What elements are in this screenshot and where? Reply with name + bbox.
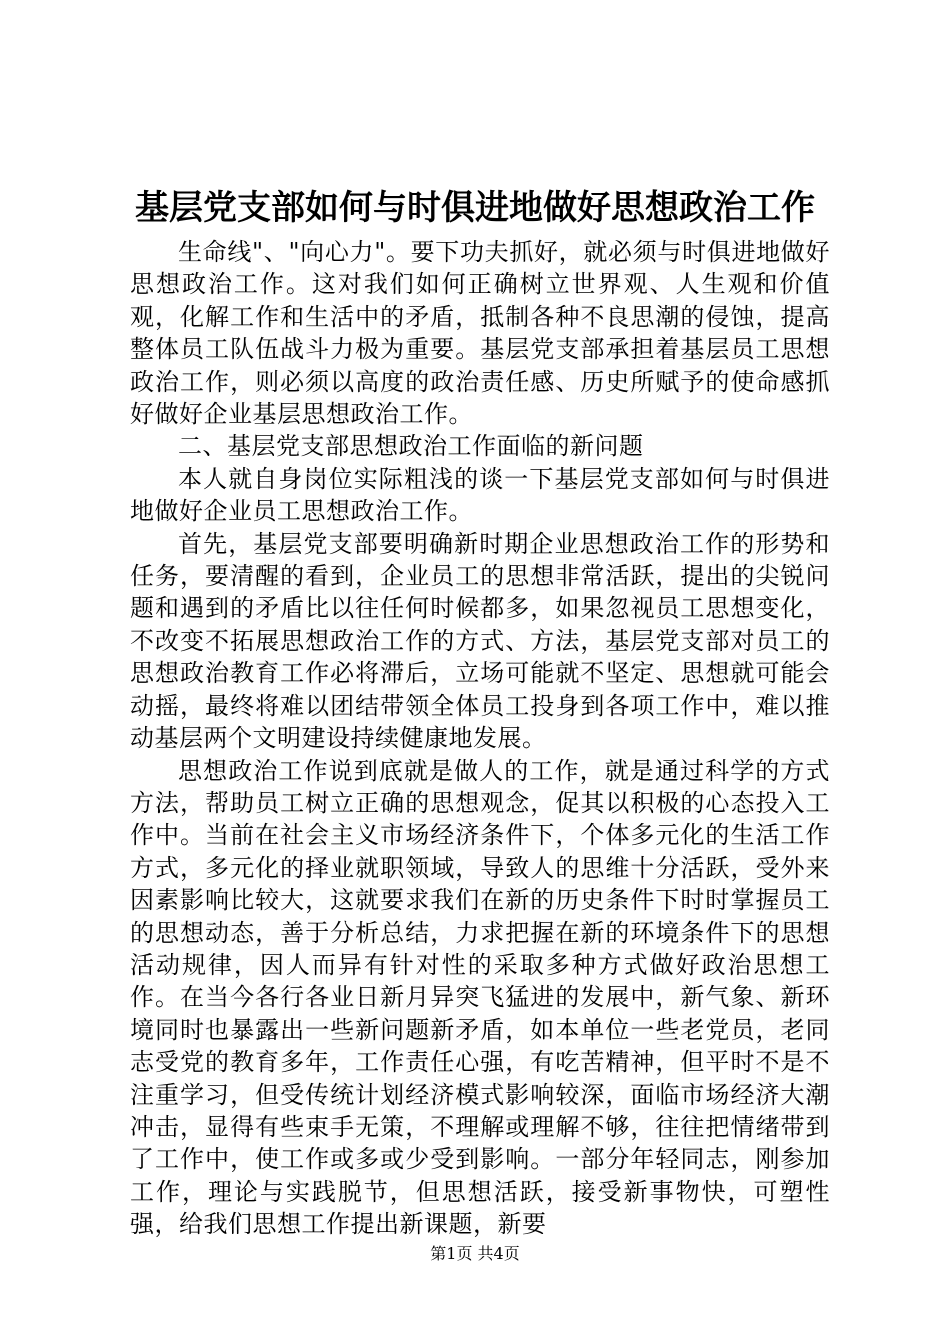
document-title: 基层党支部如何与时俱进地做好思想政治工作 xyxy=(135,188,815,228)
document-body xyxy=(130,236,830,1241)
paragraph-3: 首先，基层党支部要明确新时期企业思想政治工作的形势和任务，要清醒的看到，企业员工的思想非常活跃，提出的尖锐问题和遇到的矛盾比以往任何时候都多，如果忽视员工思想变化，不改变不拓展思想政治工作的方式、方法，基层党支部对员工的思想政治教育工作必将滞后，立场可能就不坚定、思想就可能会动摇，最终将难以团结带领全体员工投身到各项工作中，难以推动基层两个文明建设持续健康地发展。 xyxy=(130,529,830,753)
section-heading: 二、基层党支部思想政治工作面临的新问题 xyxy=(178,432,644,461)
paragraph-1: 生命线"、"向心力"。要下功夫抓好，就必须与时俱进地做好思想政治工作。这对我们如何正确树立世界观、人生观和价值观，化解工作和生活中的矛盾，抵制各种不良思潮的侵蚀，提高整体员工队伍战斗力极为重要。基层党支部承担着基层员工思想政治工作，则必须以高度的政治责任感、历史所赋予的使命感抓好做好企业基层思想政治工作。 xyxy=(130,238,830,429)
paragraph-4: 思想政治工作说到底就是做人的工作，就是通过科学的方式方法，帮助员工树立正确的思想观念，促其以积极的心态投入工作中。当前在社会主义市场经济条件下，个体多元化的生活工作方式，多元化的择业就职领域，导致人的思维十分活跃，受外来因素影响比较大，这就要求我们在新的历史条件下时时掌握员工的思想动态，善于分析总结，力求把握在新的环境条件下的思想活动规律，因人而异有针对性的采取多种方式做好政治思想工作。在当今各行各业日新月异突飞猛进的发展中，新气象、新环境同时也暴露出一些新问题新矛盾，如本单位一些老党员，老同志受党的教育多年，工作责任心强，有吃苦精神，但平时不是不注重学习，但受传统计划经济模式影响较深，面临市场经济大潮冲击，显得有些束手无策，不理解或理解不够，往往把情绪带到了工作中，使工作或多或少受到影响。一部分年轻同志，刚参加工作，理论与实践脱节，但思想活跃，接受新事物快，可塑性强，给我们思想工作提出新课题，新要 xyxy=(130,756,830,1239)
paragraph-2: 本人就自身岗位实际粗浅的谈一下基层党支部如何与时俱进地做好企业员工思想政治工作。 xyxy=(130,464,830,526)
page-footer: 第1页 共4页 xyxy=(430,1244,520,1263)
